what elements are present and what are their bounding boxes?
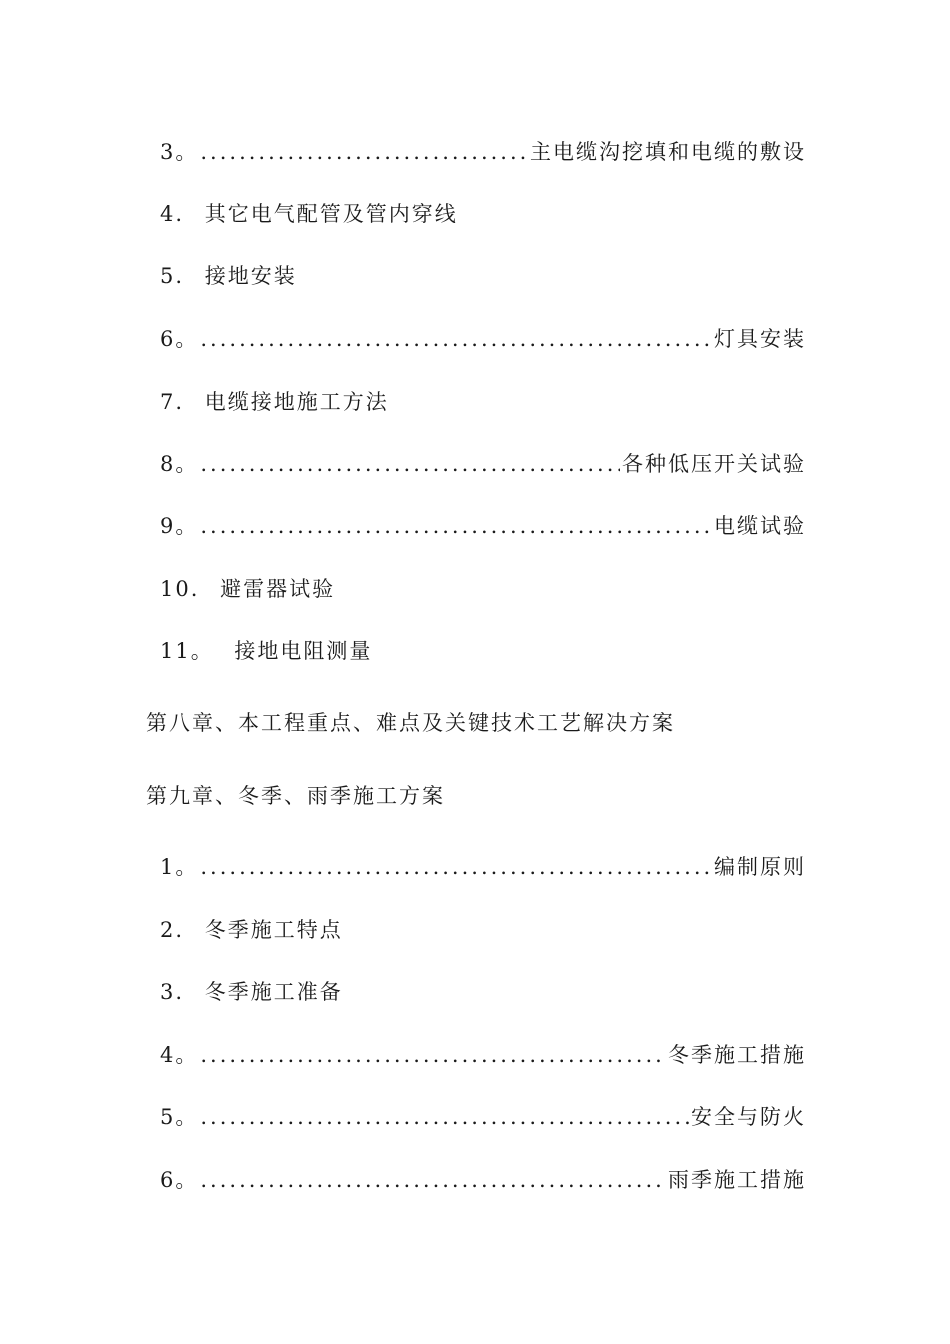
toc-entry-number: 5. bbox=[160, 264, 185, 288]
toc-entry bbox=[160, 637, 372, 665]
toc-entry bbox=[160, 512, 806, 540]
toc-leader-dots bbox=[200, 325, 712, 353]
toc-entry-number: 4. bbox=[160, 202, 185, 226]
toc-leader-dots bbox=[200, 1166, 666, 1194]
toc-entry-title: 主电缆沟挖填和电缆的敷设 bbox=[530, 140, 806, 164]
toc-leader-dots bbox=[200, 138, 528, 166]
toc-entry-title: 各种低压开关试验 bbox=[622, 452, 806, 476]
toc-leader-dots bbox=[200, 1103, 689, 1131]
toc-entry bbox=[160, 1041, 806, 1069]
toc-entry bbox=[160, 138, 806, 166]
toc-entry-number: 1。 bbox=[160, 855, 199, 879]
toc-entry-title: 接地安装 bbox=[204, 264, 297, 288]
toc-entry-number: 5。 bbox=[160, 1105, 199, 1129]
toc-entry-title: 冬季施工措施 bbox=[668, 1043, 806, 1067]
toc-entry-title: 冬季施工特点 bbox=[204, 918, 343, 942]
toc-entry-number: 6。 bbox=[160, 327, 199, 351]
toc-entry-title: 电缆接地施工方法 bbox=[204, 390, 389, 414]
toc-entry bbox=[160, 916, 343, 944]
toc-entry bbox=[160, 853, 806, 881]
toc-leader-dots bbox=[200, 512, 712, 540]
toc-entry bbox=[160, 325, 806, 353]
toc-entry-number: 9。 bbox=[160, 514, 199, 538]
toc-leader-dots bbox=[200, 450, 620, 478]
toc-entry bbox=[160, 450, 806, 478]
toc-entry-title: 灯具安装 bbox=[714, 327, 806, 351]
chapter-heading: 第八章、本工程重点、难点及关键技术工艺解决方案 bbox=[146, 711, 675, 735]
toc-entry-number: 7. bbox=[160, 390, 185, 414]
toc-entry-title: 冬季施工准备 bbox=[204, 980, 343, 1004]
toc-entry-number: 11。 bbox=[160, 639, 214, 663]
toc-entry-number: 3. bbox=[160, 980, 185, 1004]
toc-entry bbox=[160, 200, 458, 228]
toc-entry bbox=[160, 388, 389, 416]
toc-entry-number: 8。 bbox=[160, 452, 199, 476]
toc-entry-number: 10. bbox=[160, 577, 200, 601]
toc-entry-number: 2. bbox=[160, 918, 185, 942]
toc-entry-title: 电缆试验 bbox=[714, 514, 806, 538]
chapter-heading: 第九章、冬季、雨季施工方案 bbox=[146, 784, 445, 808]
toc-entry-number: 4。 bbox=[160, 1043, 199, 1067]
toc-entry bbox=[160, 978, 343, 1006]
toc-entry-title: 避雷器试验 bbox=[220, 577, 336, 601]
toc-entry-title: 接地电阻测量 bbox=[234, 639, 373, 663]
toc-entry-title: 安全与防火 bbox=[691, 1105, 806, 1129]
toc-entry-number: 6。 bbox=[160, 1168, 199, 1192]
toc-entry-number: 3。 bbox=[160, 140, 199, 164]
toc-entry-title: 编制原则 bbox=[714, 855, 806, 879]
toc-leader-dots bbox=[200, 853, 712, 881]
toc-entry bbox=[160, 575, 335, 603]
toc-entry bbox=[160, 1166, 806, 1194]
toc-entry bbox=[160, 1103, 806, 1131]
toc-entry-title: 雨季施工措施 bbox=[668, 1168, 806, 1192]
toc-entry bbox=[160, 262, 297, 290]
toc-entry-title: 其它电气配管及管内穿线 bbox=[204, 202, 458, 226]
toc-leader-dots bbox=[200, 1041, 666, 1069]
